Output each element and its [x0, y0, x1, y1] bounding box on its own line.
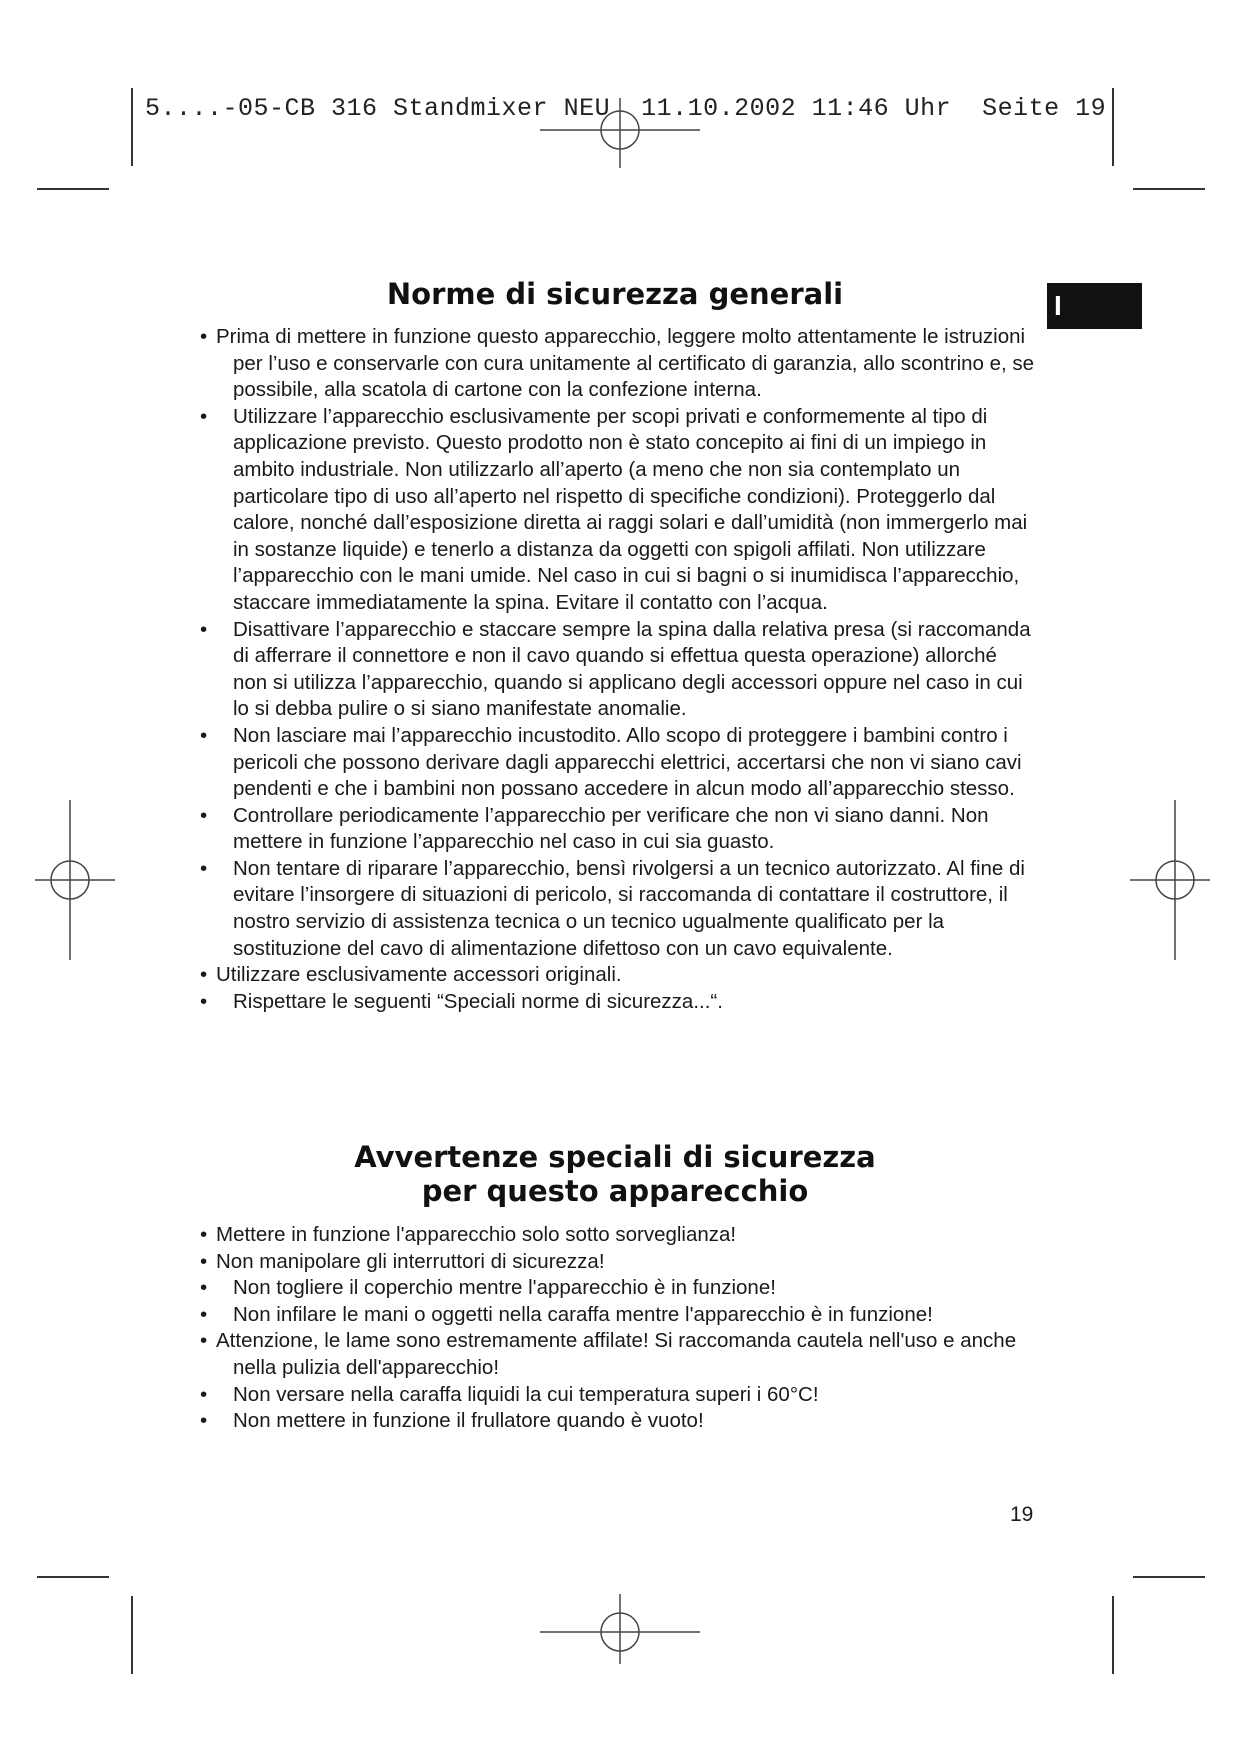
list-item: • Mettere in funzione l'apparecchio solo sotto sorveglianza! — [186, 1222, 1036, 1249]
crop-mark — [1112, 1596, 1114, 1674]
registration-mark-left — [35, 800, 115, 960]
section-title-special-warnings — [190, 1140, 1040, 1208]
list-item: • Non infilare le mani o oggetti nella caraffa mentre l'apparecchio è in funzione! — [186, 1302, 1036, 1329]
list-item: • Disattivare l’apparecchio e staccare sempre la spina dalla relativa presa (si raccomanda di afferrare il connettore e non il cavo quando si effettua questa operazione) allorché non si utilizza l’apparecchio, quando si applicano degli accessori oppure nel caso in cui lo si debba pulire o si siano manifestate anomalie. — [186, 617, 1036, 723]
registration-mark-bottom — [540, 1594, 700, 1664]
crop-mark — [37, 1576, 109, 1578]
language-tab: I — [1047, 283, 1142, 329]
crop-mark — [131, 88, 133, 166]
list-item: • Controllare periodicamente l’apparecchio per verificare che non vi siano danni. Non mettere in funzione l’apparecchio nel caso in cui sia guasto. — [186, 803, 1036, 856]
list-item: • Utilizzare l’apparecchio esclusivamente per scopi privati e conformemente al tipo di applicazione previsto. Questo prodotto non è stato concepito ai fini di un impiego in ambito industriale. Non utilizzarlo all’aperto (a meno che non sia contemplato un particolare tipo di uso all’aperto nel rispetto di specifiche condizioni). Proteggerlo dal calore, nonché dall’esposizione diretta ai raggi solari e dall’umidità (non immergerlo mai in sostanze liquide) e tenerlo a distanza da oggetti con spigoli affilati. Non utilizzare l’apparecchio con le mani umide. Nel caso in cui si bagni o si inumidisca l’apparecchio, staccare immediatamente la spina. Evitare il contatto con l’acqua. — [186, 404, 1036, 617]
page-number: 19 — [1010, 1503, 1034, 1526]
crop-mark — [1133, 1576, 1205, 1578]
section-title-line2: per questo apparecchio — [421, 1174, 809, 1208]
list-item: • Non tentare di riparare l’apparecchio, bensì rivolgersi a un tecnico autorizzato. Al fine di evitare l’insorgere di situazioni di pericolo, si raccomanda di contattare il costruttore, il nostro servizio di assistenza tecnica o un tecnico ugualmente qualificato per la sostituzione del cavo di alimentazione difettoso con un cavo equivalente. — [186, 856, 1036, 962]
list-item: • Utilizzare esclusivamente accessori originali. — [186, 962, 1036, 989]
list-item: • Attenzione, le lame sono estremamente affilate! Si raccomanda cautela nell'uso e anche nella pulizia dell'apparecchio! — [186, 1328, 1036, 1381]
registration-mark-top — [540, 98, 700, 168]
list-item: • Prima di mettere in funzione questo apparecchio, leggere molto attentamente le istruzioni per l’uso e conservarle con cura unitamente al certificato di garanzia, allo scontrino e, se possibile, alla scatola di cartone con la confezione interna. — [186, 324, 1036, 404]
print-slug: 5....-05-CB 316 Standmixer NEU 11.10.2002 11:46 Uhr Seite 19 — [145, 94, 1107, 123]
crop-mark — [131, 1596, 133, 1674]
list-item: • Non versare nella caraffa liquidi la cui temperatura superi i 60°C! — [186, 1382, 1036, 1409]
list-item: • Non lasciare mai l’apparecchio incustodito. Allo scopo di proteggere i bambini contro i pericoli che possono derivare dagli apparecchi elettrici, accertarsi che non vi siano cavi pendenti e che i bambini non possano accedere in alcun modo all’apparecchio stesso. — [186, 723, 1036, 803]
general-safety-list — [186, 324, 1036, 1015]
section-title-line1: Avvertenze speciali di sicurezza — [354, 1140, 876, 1174]
list-item: • Rispettare le seguenti “Speciali norme di sicurezza...“. — [186, 989, 1036, 1016]
list-item: • Non togliere il coperchio mentre l'apparecchio è in funzione! — [186, 1275, 1036, 1302]
section-title-general-safety: Norme di sicurezza generali — [386, 277, 844, 311]
list-item: • Non manipolare gli interruttori di sicurezza! — [186, 1249, 1036, 1276]
crop-mark — [1133, 188, 1205, 190]
list-item: • Non mettere in funzione il frullatore quando è vuoto! — [186, 1408, 1036, 1435]
crop-mark — [37, 188, 109, 190]
crop-mark — [1112, 88, 1114, 166]
special-warnings-list — [186, 1222, 1036, 1435]
registration-mark-right — [1130, 800, 1210, 960]
